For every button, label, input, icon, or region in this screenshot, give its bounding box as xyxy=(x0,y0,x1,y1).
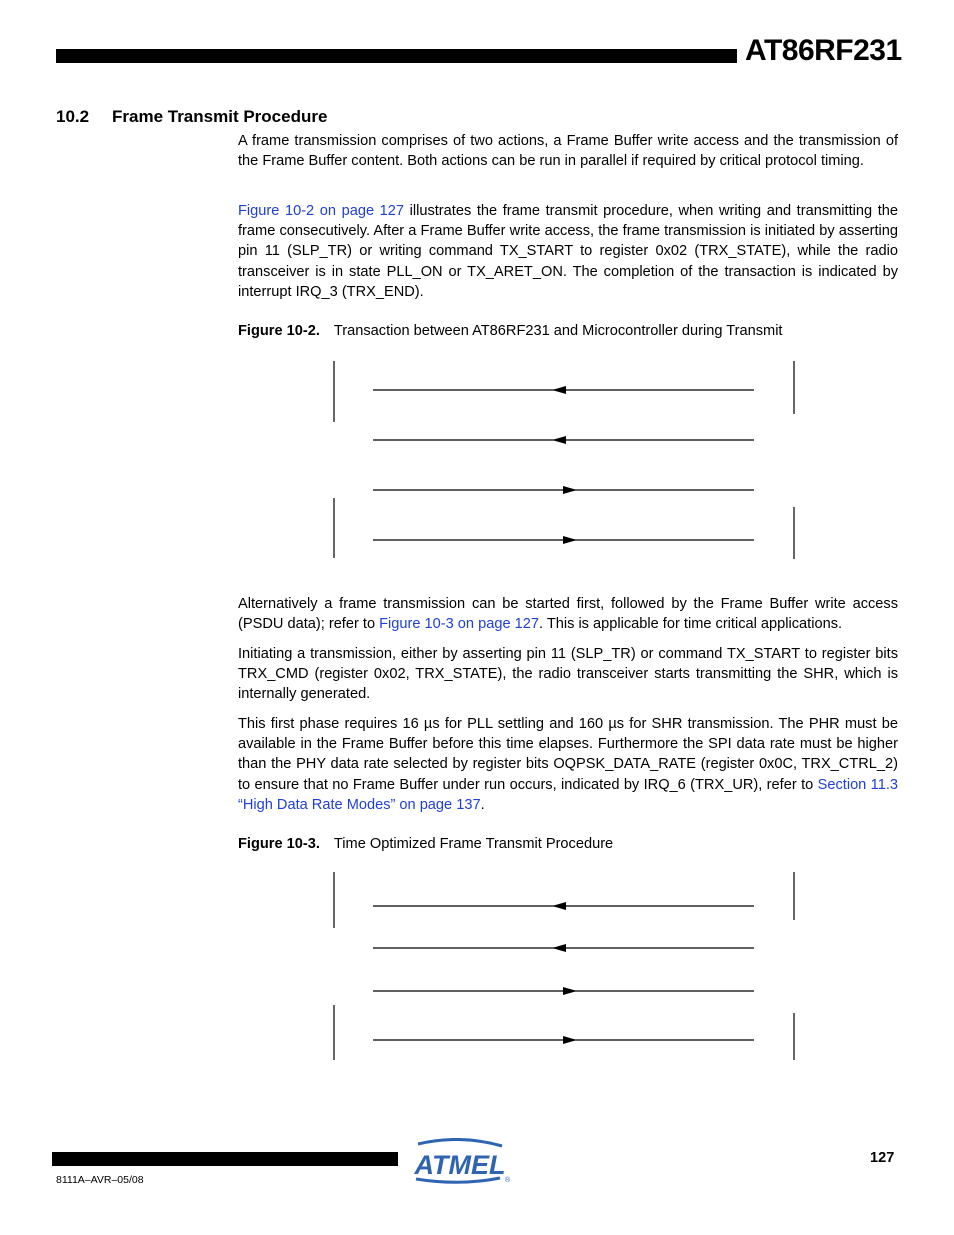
figure-10-2-title: Transaction between AT86RF231 and Microcontroller during Transmit xyxy=(333,323,783,339)
paragraph-figure-ref-text: illustrates the frame transmit procedure, when writing and transmitting the frame consecutively. After a Frame Buffer write access, the frame transmission is initiated by asserting pin 11 (SLP_TR) or writing command TX_START to register 0x02 (TRX_STATE), while the radio transceiver is in state PLL_ON or TX_ARET_ON. The completion of the transaction is indicated by interrupt IRQ_3 (TRX_END). xyxy=(238,203,898,300)
section-number: 10.2 xyxy=(56,107,90,126)
fig1-arrow-3-head xyxy=(563,486,577,494)
logo-wordmark: ATMEL xyxy=(414,1150,506,1180)
section-11-3-link[interactable]: Section 11.3 “High Data Rate Modes” on page 137 xyxy=(238,776,898,813)
figure-10-2-link[interactable]: Figure 10-2 on page 127 xyxy=(238,203,405,219)
fig2-arrow-1-head xyxy=(552,902,566,910)
fig1-arrow-4-head xyxy=(563,536,577,544)
section-heading xyxy=(56,107,327,127)
paragraph-alternative xyxy=(238,594,898,634)
section-title: Frame Transmit Procedure xyxy=(112,107,328,126)
fig2-arrow-2-head xyxy=(552,944,566,952)
figure-10-3-caption xyxy=(238,836,613,852)
paragraph-first-phase-end: . xyxy=(480,796,485,813)
paragraph-first-phase-text: This first phase requires 16 µs for PLL settling and 160 µs for SHR transmission. The PHR must be available in the Frame Buffer before this time elapses. Furthermore the SPI data rate must be higher than the PHY data rate selected by register bits OQPSK_DATA_RATE (register 0x0C, TRX_CTRL_2) to ensure that no Frame Buffer under run occurs, indicated by IRQ_6 (TRX_UR), refer to xyxy=(238,716,898,793)
figure-10-3-link[interactable]: Figure 10-3 on page 127 xyxy=(379,616,539,633)
fig1-arrow-2-head xyxy=(552,436,566,444)
logo-swoosh-top xyxy=(418,1139,502,1146)
fig1-arrow-1-head xyxy=(552,386,566,394)
paragraph-figure-ref xyxy=(238,201,898,302)
logo-registered-mark: ® xyxy=(505,1177,511,1184)
header-rule xyxy=(56,49,737,63)
paragraph-alternative-end: . This is applicable for time critical applications. xyxy=(538,616,843,633)
figure-10-3-title: Time Optimized Frame Transmit Procedure xyxy=(333,836,614,852)
fig2-arrow-3-head xyxy=(563,987,577,995)
document-code: 8111A–AVR–05/08 xyxy=(56,1174,144,1186)
figure-10-2-label: Figure 10-2. xyxy=(238,323,320,339)
paragraph-first-phase xyxy=(238,714,898,815)
paragraph-intro: A frame transmission comprises of two actions, a Frame Buffer write access and the transmission of the Frame Buffer content. Both actions can be run in parallel if required by critical protocol timing. xyxy=(238,133,898,170)
paragraph-alternative-text: Alternatively a frame transmission can be started first, followed by the Frame Buffer write access (PSDU data); refer to xyxy=(238,596,898,633)
atmel-logo xyxy=(412,1138,512,1186)
document-title: AT86RF231 xyxy=(745,34,902,67)
page-number: 127 xyxy=(870,1150,895,1166)
footer-rule xyxy=(52,1152,398,1166)
figure-10-2-caption xyxy=(238,323,783,339)
figure-10-3-label: Figure 10-3. xyxy=(238,836,320,852)
fig2-arrow-4-head xyxy=(563,1036,577,1044)
paragraph-initiating: Initiating a transmission, either by asserting pin 11 (SLP_TR) or command TX_START to register bits TRX_CMD (register 0x02, TRX_STATE), the radio transceiver starts transmitting the SHR, which is internally generated. xyxy=(238,646,898,703)
